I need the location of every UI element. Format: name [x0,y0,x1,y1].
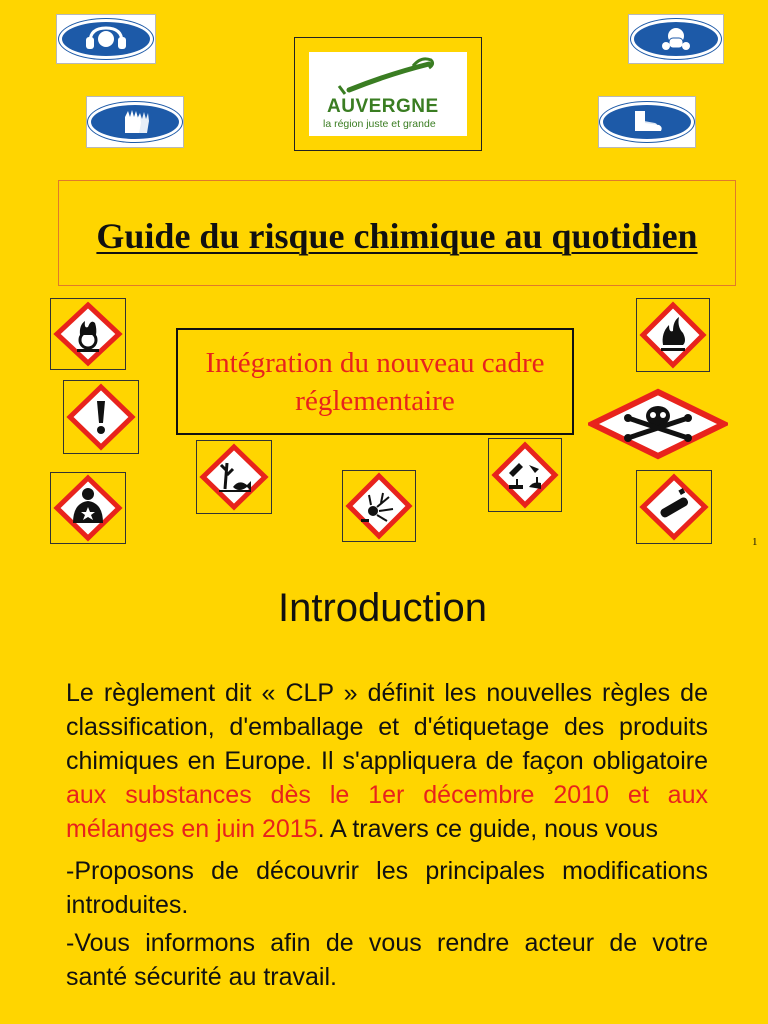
bullet-2: -Vous informons afin de vous rendre acteur de votre santé sécurité au travail. [66,929,708,991]
ghs-exclamation-pictogram [63,380,139,454]
respirator-icon [631,19,721,59]
ghs-flammable-pictogram [636,298,710,372]
safety-boots-sign [598,96,696,148]
intro-paragraph [66,676,708,846]
ghs-health-hazard-pictogram [50,472,126,544]
ear-protection-icon [59,19,153,59]
date-highlight: aux substances dès le 1er décembre 2010 et aux mélanges en juin 2015 [66,781,708,843]
ghs-environment-pictogram [196,440,272,514]
ghs-corrosive-pictogram [488,438,562,512]
gloves-sign [86,96,184,148]
ghs-gas-pictogram [636,470,712,544]
health-hazard-icon [51,473,125,543]
boots-icon [600,102,694,142]
subtitle-box [176,328,574,435]
auvergne-logo [294,37,482,151]
page-title: Guide du risque chimique au quotidien [96,216,698,256]
ghs-explosive-pictogram [342,470,416,542]
logo-swoosh-icon [309,52,467,102]
respirator-sign [628,14,724,64]
bullet-1: -Proposons de découvrir les principales modifications introduites. [66,857,708,919]
flame-icon [637,299,709,371]
explosive-icon [343,471,415,541]
gas-cylinder-icon [637,471,711,543]
subtitle: Intégration du nouveau cadre réglementaire [205,346,545,417]
logo-tagline: la région juste et grande [323,118,436,130]
body-text [66,676,708,994]
intro-text-end: . A travers ce guide, nous vous [317,815,659,843]
intro-text: Le règlement dit « CLP » définit les nouvelles règles de classification, d'emballage et d'étiquetage des produits chimiques en Europe. Il s'appliquera de façon obligatoire [66,679,708,775]
environment-icon [197,441,271,513]
section-heading: Introduction [278,586,488,630]
logo-name: AUVERGNE [327,96,439,117]
ghs-toxic-pictogram [588,388,728,460]
corrosive-icon [489,439,561,511]
ghs-oxidizer-pictogram [50,298,126,370]
slide-number: 1 [752,536,758,548]
oxidizer-icon [51,299,125,369]
skull-crossbones-icon [588,388,728,460]
ear-protection-sign [56,14,156,64]
gloves-icon [88,102,182,142]
title-box [58,180,736,286]
exclamation-icon [64,381,138,453]
